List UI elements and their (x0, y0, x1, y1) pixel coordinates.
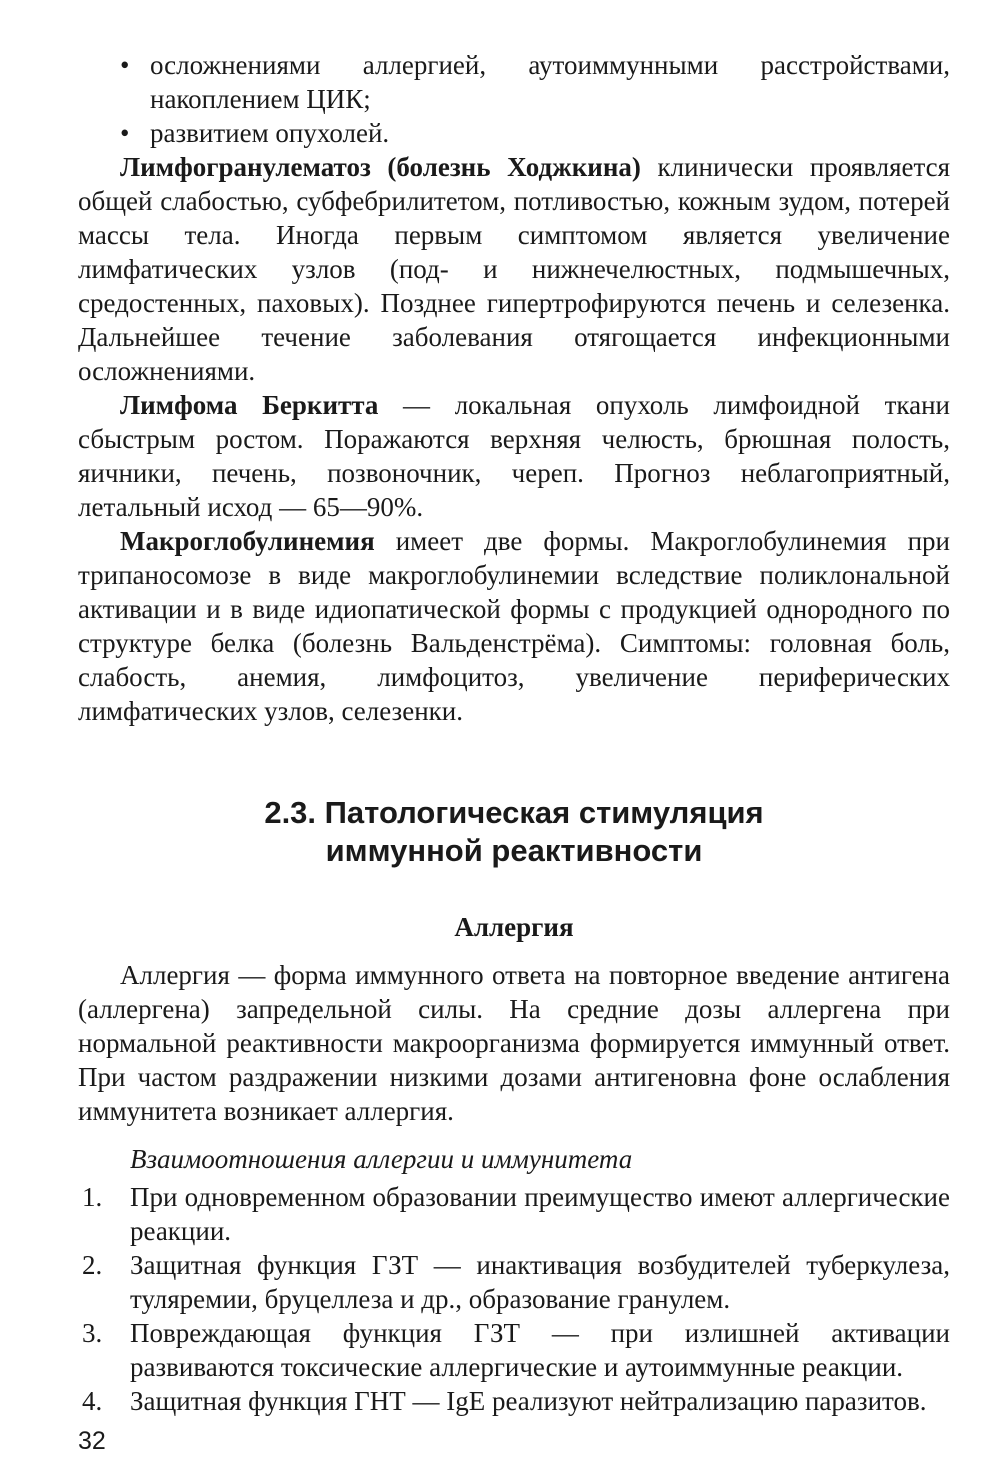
list-number: 4. (82, 1386, 103, 1416)
relations-heading: Взаимоотношения аллергии и иммунитета (130, 1144, 633, 1174)
bullet-item (78, 48, 950, 116)
term-hodgkin: Лимфогранулематоз (болезнь Ходжкина) (120, 152, 641, 182)
numbered-list (78, 1180, 950, 1418)
bullet-text: развитием опухолей. (150, 118, 390, 148)
bullet-item (78, 116, 950, 150)
list-item (78, 1180, 950, 1248)
list-text: Повреждающая функция ГЗТ — при излишней активации развиваются токсические аллергические и аутоиммунные реакции. (130, 1318, 950, 1382)
term-burkitt: Лимфома Беркитта (120, 390, 379, 420)
section-title-line: 2.3. Патологическая стимуляция (264, 795, 764, 830)
list-text: Защитная функция ГНТ — IgE реализуют нейтрализацию паразитов. (130, 1386, 927, 1416)
section-title-line: иммунной реактивности (325, 833, 703, 868)
bullet-list (78, 48, 950, 150)
paragraph-allergy: Аллергия — форма иммунного ответа на повторное введение антигена (аллергена) запредельной силы. На средние дозы аллергена при нормальной реактивности макроорганизма формируется иммунный ответ. При частом раздражении низкими дозами антигеновна фоне ослабления иммунитета возникает аллергия. (78, 960, 950, 1126)
page-content (78, 48, 950, 1418)
list-number: 3. (82, 1318, 103, 1348)
paragraph-burkitt (78, 388, 950, 524)
section-title (78, 794, 950, 870)
bullet-text: осложнениями аллергией, аутоиммунными расстройствами, накоплением ЦИК; (150, 50, 950, 114)
list-item (78, 1316, 950, 1384)
list-text: При одновременном образовании преимущество имеют аллергические реакции. (130, 1182, 950, 1246)
paragraph-hodgkin (78, 150, 950, 388)
list-item (78, 1248, 950, 1316)
list-number: 1. (82, 1182, 103, 1212)
paragraph-macroglobulinemia (78, 524, 950, 728)
bullet-marker: • (120, 50, 130, 80)
list-number: 2. (82, 1250, 103, 1280)
paragraph-text: — локальная опухоль лимфоидной ткани сбыстрым ростом. Поражаются верхняя челюсть, брюшная полость, яичники, печень, позвоночник, череп. Прогноз неблагоприятный, летальный исход — 65—90%. (78, 390, 950, 522)
page-number: 32 (78, 1427, 106, 1455)
paragraph-text: клинически проявляется общей слабостью, субфебрилитетом, потливостью, кожным зудом, потерей массы тела. Иногда первым симптомом является увеличение лимфатических узлов (под- и нижнечелюстных, подмышечных, средостенных, паховых). Позднее гипертрофируются печень и селезенка. Дальнейшее течение заболевания отягощается инфекционными осложнениями. (78, 152, 950, 386)
term-macroglobulinemia: Макроглобулинемия (120, 526, 375, 556)
list-text: Защитная функция ГЗТ — инактивация возбудителей туберкулеза, туляремии, бруцеллеза и др., образование гранулем. (130, 1250, 950, 1314)
list-item (78, 1384, 950, 1418)
paragraph-text: имеет две формы. Макроглобулинемия при трипаносомозе в виде макроглобулинемии вследствие поликлональной активации и в виде идиопатической формы с продукцией однородного по структуре белка (болезнь Вальденстрёма). Симптомы: головная боль, слабость, анемия, лимфоцитоз, увеличение периферических лимфатических узлов, селезенки. (78, 526, 950, 726)
bullet-marker: • (120, 118, 130, 148)
allergy-heading: Аллергия (454, 912, 574, 942)
